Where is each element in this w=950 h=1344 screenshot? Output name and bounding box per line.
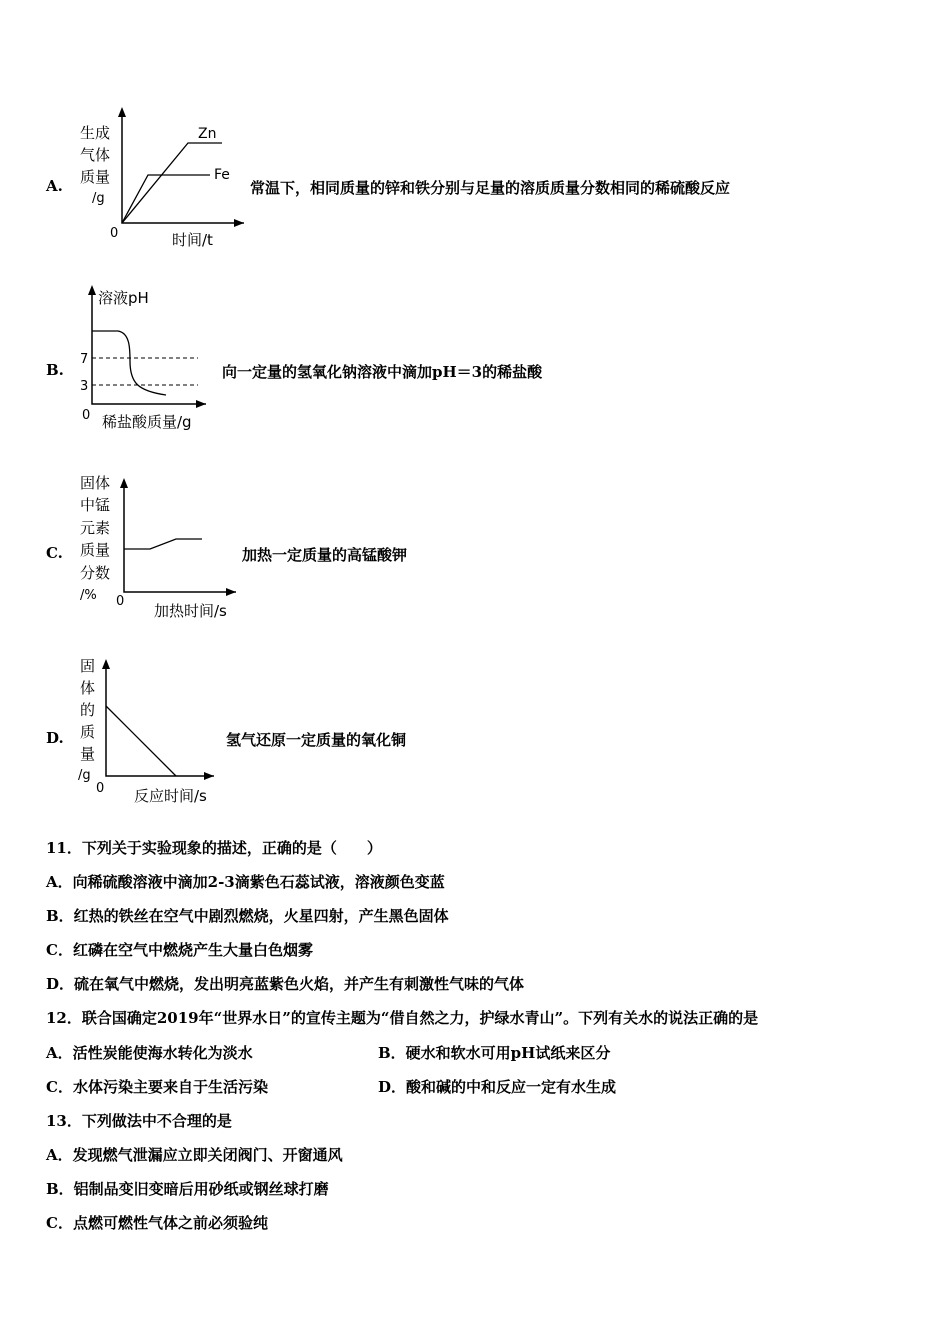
graph-d-ylabel-5: 量 [80, 745, 96, 763]
graph-a-xlabel: 时间/t [172, 231, 213, 249]
option-a-letter: A. [46, 177, 63, 195]
graph-c-ylabel-3: 元素 [80, 519, 111, 537]
graph-a-ylabel-2: 气体 [80, 146, 111, 164]
graph-a-y-arrow [118, 107, 126, 117]
q11-option-a: A．向稀硫酸溶液中滴加2-3滴紫色石蕊试液，溶液颜色变蓝 [46, 873, 445, 891]
graph-a-fe-line [122, 175, 210, 223]
graph-c-curve [124, 539, 202, 549]
graph-c-ylabel-4: 质量 [80, 541, 111, 559]
q13-option-c: C．点燃可燃性气体之前必须验纯 [46, 1214, 268, 1232]
q11-stem: 11．下列关于实验现象的描述，正确的是（ ） [46, 839, 382, 857]
graph-d-xlabel: 反应时间/s [134, 787, 207, 805]
graph-c-ylabel-2: 中锰 [80, 496, 111, 514]
graph-b-axes [92, 293, 206, 404]
graph-c-ylabel-5: 分数 [80, 564, 111, 582]
graph-d-y-arrow [102, 659, 110, 669]
q13-stem: 13．下列做法中不合理的是 [46, 1112, 232, 1130]
option-c-desc: 加热一定质量的高锰酸钾 [242, 546, 408, 564]
graph-d-x-arrow [204, 772, 214, 780]
graph-d-ylabel-6: /g [78, 768, 91, 783]
graph-d-ylabel-1: 固 [80, 657, 96, 675]
option-b-desc: 向一定量的氢氧化钠溶液中滴加pH＝3的稀盐酸 [222, 363, 543, 381]
option-d-desc: 氢气还原一定质量的氧化铜 [226, 731, 407, 749]
option-c-letter: C. [46, 544, 63, 562]
q11-option-b: B．红热的铁丝在空气中剧烈燃烧，火星四射，产生黑色固体 [46, 907, 449, 925]
graph-b-xlabel: 稀盐酸质量/g [102, 413, 192, 431]
graph-a-ylabel-3: 质量 [80, 168, 111, 186]
option-b-letter: B. [46, 361, 64, 379]
graph-b-tick-7: 7 [80, 352, 89, 367]
graph-a-origin: 0 [110, 226, 119, 241]
graph-b-ylabel: 溶液pH [98, 289, 149, 307]
graph-a-fe-label: Fe [214, 167, 230, 183]
q12-option-d: D．酸和碱的中和反应一定有水生成 [378, 1078, 617, 1096]
graph-a-x-arrow [234, 219, 244, 227]
graph-c-origin: 0 [116, 594, 125, 609]
graph-c-x-arrow [226, 588, 236, 596]
q12-stem: 12．联合国确定2019年“世界水日”的宣传主题为“借自然之力，护绿水青山”。下列有关水的说法正确的是 [46, 1009, 759, 1027]
q12-option-b: B．硬水和软水可用pH试纸来区分 [378, 1044, 611, 1062]
graph-d-ylabel-4: 质 [80, 723, 96, 741]
graph-d-ylabel-3: 的 [80, 701, 96, 719]
graph-b [74, 285, 224, 435]
graph-a-zn-label: Zn [198, 126, 217, 142]
graph-a-ylabel-1: 生成 [80, 124, 111, 142]
graph-c-xlabel: 加热时间/s [154, 602, 227, 620]
graph-d [74, 653, 234, 808]
graph-c-y-arrow [120, 478, 128, 488]
q13-option-b: B．铝制品变旧变暗后用砂纸或钢丝球打磨 [46, 1180, 329, 1198]
graph-d-origin: 0 [96, 781, 105, 796]
graph-a-ylabel-4: /g [92, 191, 105, 206]
graph-c-ylabel-6: /% [80, 588, 97, 603]
graph-b-origin: 0 [82, 408, 91, 423]
graph-b-y-arrow [88, 285, 96, 295]
q12-option-a: A．活性炭能使海水转化为淡水 [46, 1044, 253, 1062]
option-a-desc: 常温下，相同质量的锌和铁分别与足量的溶质质量分数相同的稀硫酸反应 [250, 179, 731, 197]
option-d-letter: D. [46, 729, 64, 747]
q12-option-c: C．水体污染主要来自于生活污染 [46, 1078, 268, 1096]
graph-a-zn-line [122, 143, 222, 223]
graph-c-ylabel-1: 固体 [80, 474, 111, 492]
graph-a [74, 105, 244, 253]
graph-c [74, 470, 244, 620]
q11-option-c: C．红磷在空气中燃烧产生大量白色烟雾 [46, 941, 313, 959]
graph-b-x-arrow [196, 400, 206, 408]
q11-option-d: D．硫在氧气中燃烧，发出明亮蓝紫色火焰，并产生有刺激性气味的气体 [46, 975, 525, 993]
graph-d-curve [106, 706, 176, 776]
q13-option-a: A．发现燃气泄漏应立即关闭阀门、开窗通风 [46, 1146, 343, 1164]
graph-d-ylabel-2: 体 [80, 679, 96, 697]
graph-b-tick-3: 3 [80, 379, 89, 394]
